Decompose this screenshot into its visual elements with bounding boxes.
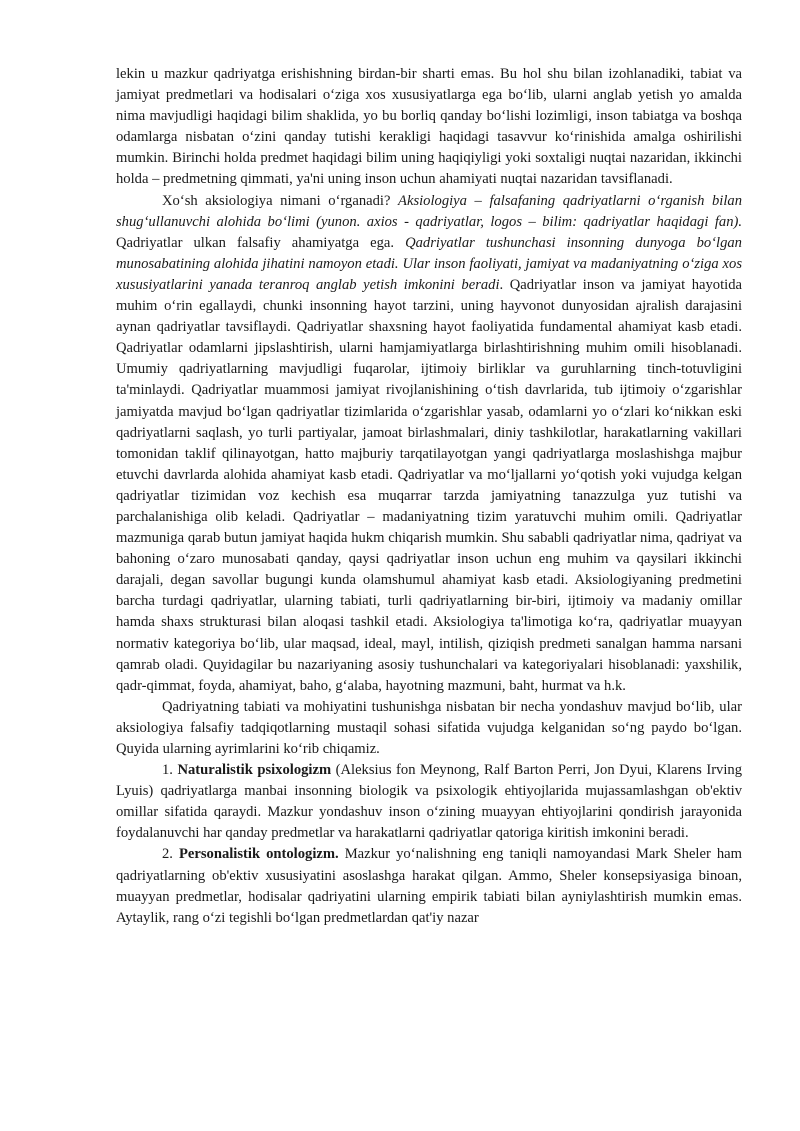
axiology-significance: Qadriyatlar ulkan falsafiy ahamiyatga ega. — [116, 234, 406, 251]
naturalistic-body: (Aleksius fon Meynong, Ralf Barton Perri, Jon Dyui, Klarens Irving Lyuis) qadriyatlarga manbai insonning biologik va psixologik ehtiyojlarida mujassamlashgan ob'ektiv omillar sifatida qaraydi. Mazkur yondashuv inson o‘zining muayyan ehtiyojlarini qondirish jarayonida foydalanuvchi har qanday predmetlar va harakatlarni qadriyatlar qatoriga kiritish imkonini beradi. — [116, 762, 743, 842]
paragraph-naturalistic — [116, 760, 742, 844]
naturalistic-term: Naturalistik psixologizm — [177, 762, 332, 779]
values-body: . Qadriyatlar inson va jamiyat hayotida muhim o‘rin egallaydi, chunki insonning hayot tarzini, uning hayvonot dunyosidan ajralish darajasini aynan qadriyatlar tavsiflaydi. Qadriyatlar shaxsning hayot faoliyatida fundamental ahamiyat kasb etadi. Qadriyatlar odamlarni jipslashtirish, ularni hamjamiyatlarga birlashtirishning muhim omili hisoblanadi. Umumiy qadriyatlarning mavjudligi fuqarolar, ijtimoiy birliklar va guruhlarning tinch-totuvligini ta'minlaydi. Qadriyatlar muammosi jamiyat rivojlanishining o‘tish davrlarida, tub ijtimoiy o‘zgarishlar jamiyatda mavjud bo‘lgan qadriyatlar tizimlarida o‘zgarishlar yasab, odamlarni yo o‘zlari ko‘nikkan eski qadriyatlarni saqlash, yo turli partiyalar, jamoat birlashmalari, diniy tashkilotlar, harakatlarning vakillari tomonidan taklif qilinayotgan, hatto majburiy tarqatilayotgan yangi qadriyatlarga moslashishga majbur etuvchi davrlarda alohida ahamiyat kasb etadi. Qadriyatlar va mo‘ljallarni yo‘qotish yoki vujudga kelgan qadriyatlar tizimidan voz kechish esa muqarrar tarzda jamiyatning tanazzulga yuz tutishi va parchalanishiga olib keladi. Qadriyatlar – madaniyatning tizim yaratuvchi muhim omili. Qadriyatlar mazmuniga qarab butun jamiyat haqida hukm chiqarish mumkin. Shu sababli qadriyatlar nima, qadriyat va bahoning o‘zaro munosabati qanday, qaysi qadriyatlar inson uchun eng muhim va qaysilari ikkinchi darajali, degan savollar bugungi kunda olamshumul ahamiyat kasb etadi. Aksiologiyaning predmetini barcha turdagi qadriyatlar, ularning tabiati, turli qadriyatlarning bir-biri, ijtimoiy va madaniy omillar hamda shaxs strukturasi bilan aloqasi tashkil etadi. Aksiologiya ta'limotiga ko‘ra, qadriyatlar muayyan normativ kategoriya bo‘lib, ular maqsad, ideal, mayl, intilish, qiziqish predmeti sanalgan hamma narsani qamrab oladi. Quyidagilar bu nazariyaning asosiy tushunchalari va kategoriyalari hisoblanadi: yaxshilik, qadr-qimmat, foyda, ahamiyat, baho, g‘alaba, hayotning mazmuni, baht, hurmat va h.k. — [116, 276, 742, 694]
paragraph-personalistic — [116, 844, 742, 928]
axiology-definition: Aksiologiya – falsafaning qadriyatlarni o‘rganish bilan shug‘ullanuvchi alohida bo‘limi (yunon. axios - qadriyatlar, logos – bilim: qadriyatlar haqidagi fan). — [116, 192, 742, 230]
paragraph-intro: lekin u mazkur qadriyatga erishishning birdan-bir sharti emas. Bu hol shu bilan izohlanadiki, tabiat va jamiyat predmetlari va hodisalari o‘ziga xos xususiyatlarga ega bo‘lib, ularni anglab yetish yo amalda nima mavjudligi haqidagi bilim shaklida, yo bu borliq qanday bo‘lishi lozimligi, inson tabiatga va boshqa odamlarga nisbatan o‘zini qanday tutishi kerakligi haqidagi tasavvur ko‘rinishida amalga oshirilishi mumkin. Birinchi holda predmet haqidagi bilim uning haqiqiyligi yoki soxtaligi nuqtai nazaridan, ikkinchi holda – predmetning qimmati, ya'ni uning inson uchun ahamiyati nuqtai nazaridan tavsiflanadi. — [116, 66, 742, 188]
paragraph-axiology — [116, 191, 742, 697]
item-number: 1. — [162, 762, 178, 779]
values-concept: Qadriyatlar tushunchasi insonning dunyoga bo‘lgan munosabatining alohida jihatini namoyon etadi. Ular inson faoliyati, jamiyat va madaniyatning o‘ziga xos xususiyatlarini yanada teranroq anglab yetish imkonini beradi — [116, 234, 742, 293]
document-page — [116, 64, 742, 929]
personalistic-term: Personalistik ontologizm. — [178, 846, 339, 863]
personalistic-body: Mazkur yo‘nalishning eng taniqli namoyandasi Mark Sheler ham qadriyatlarning ob'ektiv xususiyatini asoslashga harakat qilgan. Ammo, Sheler konsepsiyasiga binoan, muayyan predmetlar, hodisalar qadriyatini ularning empirik tabiati bilan ayniylashtirish mumkin emas. Aytaylik, rang o‘zi tegishli bo‘lgan predmetlardan qat'iy nazar — [116, 846, 742, 926]
item-number: 2. — [162, 846, 179, 863]
axiology-question: Xo‘sh aksiologiya nimani o‘rganadi? — [162, 192, 399, 209]
paragraph-approaches: Qadriyatning tabiati va mohiyatini tushunishga nisbatan bir necha yondashuv mavjud bo‘lib, ular aksiologiya falsafiy tadqiqotlarning mustaqil sohasi sifatida vujudga kelganidan so‘ng paydo bo‘lgan. Quyida ularning ayrimlarini ko‘rib chiqamiz. — [116, 698, 742, 757]
